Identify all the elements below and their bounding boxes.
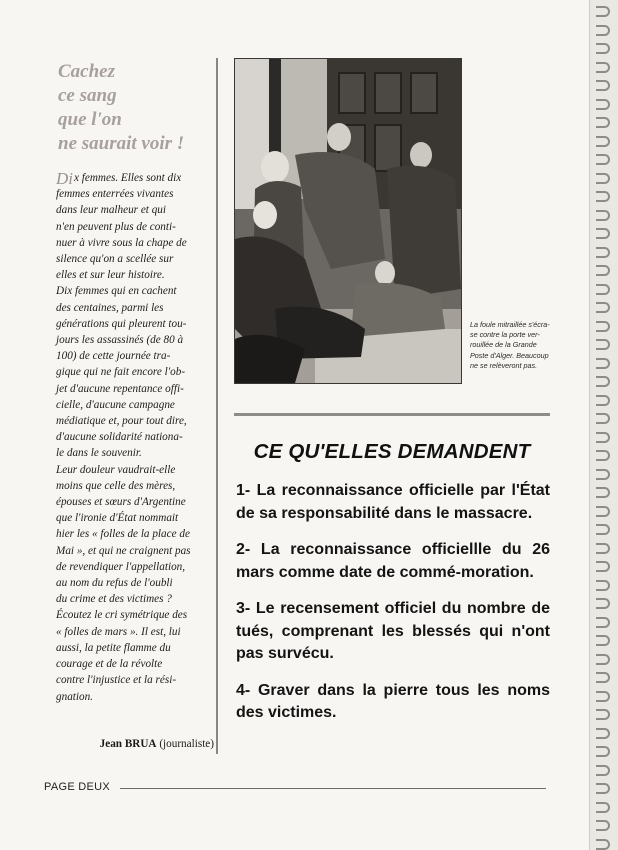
news-photo: [234, 58, 462, 384]
spiral-binding: [589, 0, 618, 850]
binding-coil: [596, 321, 610, 332]
binding-coil: [596, 376, 610, 387]
binding-coil: [596, 117, 610, 128]
article-headline: [58, 60, 212, 156]
binding-coil: [596, 802, 610, 813]
article-line: le dans le souvenir.: [56, 447, 142, 460]
article-line: des centaines, parmi les: [56, 301, 164, 314]
article-line: d'aucune solidarité nationa-: [56, 431, 183, 444]
binding-coil: [596, 487, 610, 498]
binding-coil: [596, 284, 610, 295]
binding-coil: [596, 432, 610, 443]
article-line: épouses et sœurs d'Argentine: [56, 496, 186, 509]
binding-coil: [596, 395, 610, 406]
author-role: (journaliste): [159, 738, 214, 750]
caption-line: Poste d'Alger. Beaucoup: [470, 350, 549, 360]
photo-caption: [470, 320, 550, 371]
section-divider: [234, 413, 550, 416]
binding-coil: [596, 654, 610, 665]
demand-item: 4- Graver dans la pierre tous les noms des victimes.: [236, 681, 550, 721]
binding-coil: [596, 617, 610, 628]
binding-coil: [596, 339, 610, 350]
footer-rule: [120, 788, 546, 789]
article-line: n'en peuvent plus de conti-: [56, 220, 176, 233]
binding-coil: [596, 302, 610, 313]
article-line: de revendiquer l'appellation,: [56, 560, 186, 573]
article-line: générations qui pleurent tou-: [56, 317, 187, 330]
binding-coil: [596, 765, 610, 776]
article-body: [56, 170, 212, 705]
article-line: du crime et des victimes ?: [56, 593, 172, 606]
binding-coil: [596, 136, 610, 147]
binding-coil: [596, 709, 610, 720]
article-line: que l'ironie d'État nommait: [56, 512, 179, 525]
binding-coil: [596, 672, 610, 683]
article-signature: [98, 738, 214, 750]
binding-coil: [596, 635, 610, 646]
binding-coil: [596, 543, 610, 554]
binding-coil: [596, 598, 610, 609]
caption-line: rouillée de la Grande: [470, 340, 537, 350]
headline-line: ce sang: [58, 85, 117, 106]
binding-coil: [596, 506, 610, 517]
page-label: PAGE DEUX: [44, 781, 111, 793]
article-column: [44, 60, 212, 705]
author-name: Jean BRUA: [99, 738, 157, 750]
caption-line: se contre la porte ver-: [470, 330, 540, 340]
binding-coil: [596, 469, 610, 480]
binding-coil: [596, 783, 610, 794]
article-line: jet d'aucune repentance offi-: [56, 382, 184, 395]
article-line: Dix femmes qui en cachent: [56, 285, 177, 298]
binding-coil: [596, 247, 610, 258]
article-line: Mai », et qui ne craignent pas: [56, 544, 191, 557]
caption-line: ne se relèveront pas.: [470, 360, 538, 370]
headline-line: que l'on: [58, 109, 122, 130]
article-line: Leur douleur vaudrait-elle: [56, 463, 176, 476]
binding-coil: [596, 820, 610, 831]
binding-coil: [596, 746, 610, 757]
article-line: gique qui ne fait encore l'ob-: [56, 366, 186, 379]
photo-image: [235, 59, 461, 383]
binding-coil: [596, 210, 610, 221]
article-line: aussi, la petite flamme du: [56, 641, 171, 654]
binding-coil: [596, 561, 610, 572]
article-line: hier les « folles de la place de: [56, 528, 190, 541]
article-line: « folles de mars ». Il est, lui: [56, 625, 181, 638]
binding-coil: [596, 62, 610, 73]
binding-coil: [596, 839, 610, 850]
binding-coil: [596, 43, 610, 54]
demand-item: 3- Le recensement officiel du nombre de tués, comprenant les blessés qui n'ont pas survécu.: [236, 600, 550, 662]
binding-coil: [596, 99, 610, 110]
article-line: cielle, d'aucune campagne: [56, 398, 175, 411]
article-line: courage et de la révolte: [56, 658, 163, 671]
article-line: Écoutez le cri symétrique des: [56, 609, 188, 622]
article-line: x femmes. Elles sont dix: [74, 172, 182, 184]
article-line: silence qu'on a scellée sur: [56, 253, 174, 266]
binding-coil: [596, 524, 610, 535]
headline-line: ne saurait voir !: [58, 133, 185, 154]
article-line: gnation.: [56, 690, 93, 703]
article-line: elles et sur leur histoire.: [56, 269, 165, 282]
drop-cap: Di: [56, 169, 73, 188]
article-line: moins que celle des mères,: [56, 479, 176, 492]
binding-coil: [596, 265, 610, 276]
binding-coil: [596, 580, 610, 591]
binding-coil: [596, 413, 610, 424]
binding-coil: [596, 358, 610, 369]
article-line: dans leur malheur et qui: [56, 204, 167, 217]
binding-coil: [596, 191, 610, 202]
binding-coil: [596, 728, 610, 739]
demand-item: 1- La reconnaissance officielle par l'État de sa responsabilité dans le massacre.: [236, 482, 550, 522]
article-line: nuer à vivre sous la chape de: [56, 236, 187, 249]
binding-coil: [596, 6, 610, 17]
article-line: médiatique et, pour tout dire,: [56, 415, 187, 428]
article-line: jours les assassinés (de 80 à: [56, 334, 184, 347]
article-line: au nom du refus de l'oubli: [56, 577, 173, 590]
binding-coil: [596, 25, 610, 36]
binding-coil: [596, 691, 610, 702]
headline-line: Cachez: [58, 61, 115, 82]
binding-coil: [596, 450, 610, 461]
binding-coil: [596, 173, 610, 184]
article-line: contre l'injustice et la rési-: [56, 674, 177, 687]
article-line: 100) de cette journée tra-: [56, 350, 171, 363]
article-line: femmes enterrées vivantes: [56, 188, 174, 201]
binding-coil: [596, 154, 610, 165]
binding-coil: [596, 228, 610, 239]
binding-coil: [596, 80, 610, 91]
demands-list: [236, 480, 550, 739]
demand-item: 2- La reconnaissance officiellle du 26 mars comme date de commé-moration.: [236, 541, 550, 581]
column-divider: [216, 58, 218, 754]
demands-title: CE QU'ELLES DEMANDENT: [253, 440, 531, 463]
caption-line: La foule mitraillée s'écra-: [470, 320, 550, 329]
